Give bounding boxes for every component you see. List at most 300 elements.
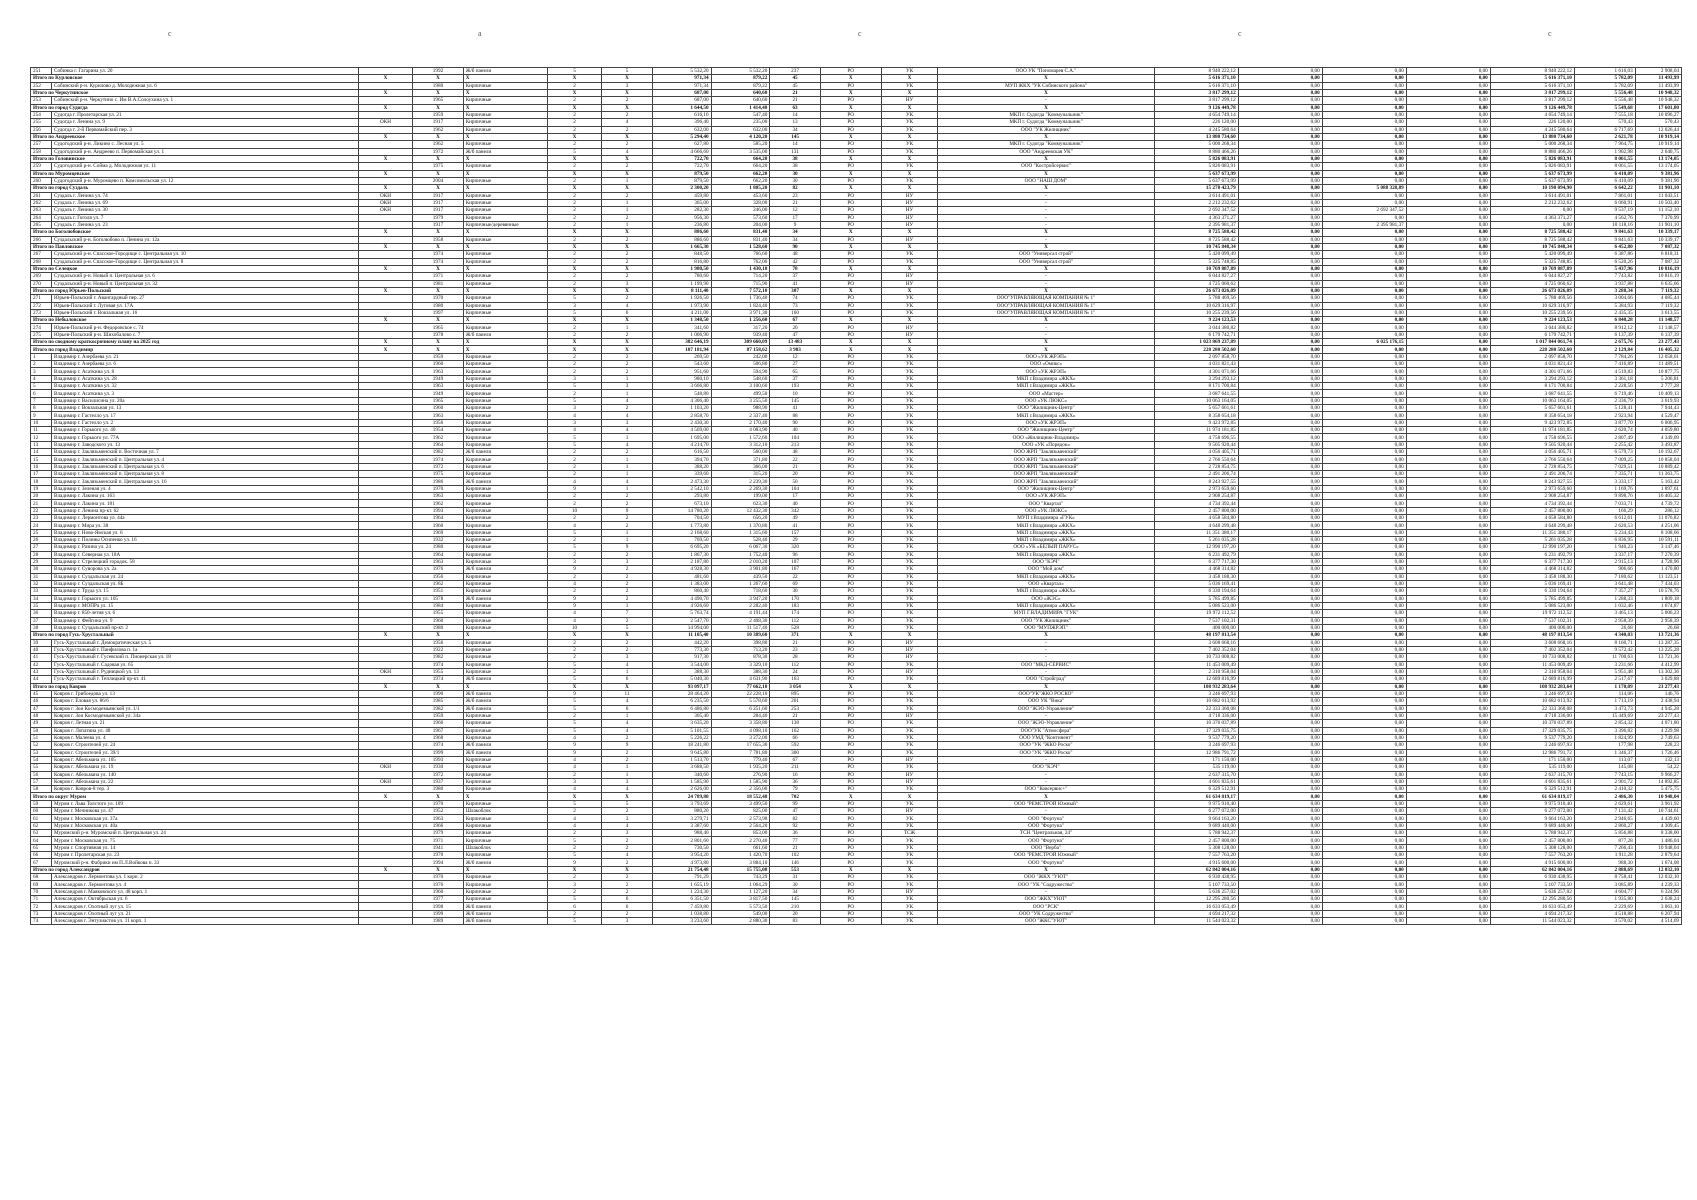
cell-u: 906,66 <box>1574 566 1635 573</box>
cell-u: 1 169,76 <box>1574 485 1635 492</box>
cell-s1: 3 233,60 <box>652 918 711 925</box>
cell-fl: 2 <box>547 515 602 522</box>
cell-f4: 6 930 438,95 <box>1490 874 1574 881</box>
cell-m1: РО <box>820 537 881 544</box>
cell-n: Итого по Курловское <box>31 75 359 82</box>
cell-addr: Ковров г. Зои Космодемьянской ул. 1/1 <box>52 705 359 712</box>
cell-fl: 5 <box>547 148 602 155</box>
cell-u: 9 898,76 <box>1574 493 1635 500</box>
cell-yr: 1974 <box>413 661 463 668</box>
cell-f3: 0,00 <box>1406 485 1490 492</box>
cell-n: 45 <box>31 690 52 697</box>
cell-cat <box>358 588 413 595</box>
cell-s2: 1 430,10 <box>711 265 770 272</box>
cell-f4: 4 734 392,44 <box>1490 500 1574 507</box>
cell-u: 1 713,19 <box>1574 698 1635 705</box>
cell-en: 2 <box>602 500 652 507</box>
cell-tot: 2 766 550,64 <box>1154 456 1238 463</box>
cell-fl: 4 <box>547 427 602 434</box>
cell-en: X <box>602 317 652 324</box>
cell-org: ООО "КЭЧ" <box>938 764 1154 771</box>
cell-org: МКП г.Владимира «ЖКХ» <box>938 602 1154 609</box>
cell-org: ООО "МКД-СЕРВИС" <box>938 661 1154 668</box>
cell-mat: Кирпичные <box>463 771 547 778</box>
cell-f4: 4 694 217,32 <box>1490 910 1574 917</box>
margin-mark: c <box>168 29 172 38</box>
cell-mat: Кирпичные <box>463 580 547 587</box>
cell-f1: 0,00 <box>1238 346 1322 353</box>
cell-yr: 1984 <box>413 602 463 609</box>
cell-cat <box>358 309 413 316</box>
cell-yr: 1974 <box>413 676 463 683</box>
cell-n: 73 <box>31 910 52 917</box>
cell-f1: 0,00 <box>1238 632 1322 639</box>
cell-lim: 6 818,31 <box>1635 251 1681 258</box>
cell-f1: 0,00 <box>1238 412 1322 419</box>
cell-m1: РО <box>820 405 881 412</box>
cell-m2: УК <box>881 434 938 441</box>
cell-mat: Кирпичные <box>463 412 547 419</box>
cell-f2: 0,00 <box>1322 617 1406 624</box>
cell-s2: 388,30 <box>711 668 770 675</box>
cell-f1: 0,00 <box>1238 537 1322 544</box>
cell-addr: Судогодский р-н. Ликино с. Лесная ул. 5 <box>52 141 359 148</box>
cell-f2: 0,00 <box>1322 368 1406 375</box>
cell-u: 6 612,61 <box>1574 515 1635 522</box>
cell-lim: 13 174,05 <box>1635 155 1681 162</box>
cell-s1: 282,30 <box>652 207 711 214</box>
cell-res: 49 <box>770 515 820 522</box>
cell-m2: X <box>881 89 938 96</box>
cell-f2: 0,00 <box>1322 668 1406 675</box>
cell-fl: 3 <box>547 778 602 785</box>
cell-s2: 662,20 <box>711 170 770 177</box>
cell-f1: 0,00 <box>1238 405 1322 412</box>
cell-n: 25 <box>31 529 52 536</box>
cell-f4: 4 601 835,61 <box>1490 778 1574 785</box>
cell-f2: 0,00 <box>1322 881 1406 888</box>
cell-tot: 7 557 763,20 <box>1154 852 1238 859</box>
cell-res: 253 <box>770 705 820 712</box>
cell-f4: 6 329 512,91 <box>1490 786 1574 793</box>
cell-yr: 1962 <box>413 500 463 507</box>
cell-s2: 2 010,20 <box>711 558 770 565</box>
cell-f1: 0,00 <box>1238 639 1322 646</box>
cell-f3: 0,00 <box>1406 141 1490 148</box>
cell-m2: НУ <box>881 280 938 287</box>
cell-org: ООО «УК ЛЮКС» <box>938 507 1154 514</box>
cell-lim: 13 225,28 <box>1635 646 1681 653</box>
cell-en: 2 <box>602 515 652 522</box>
cell-s2: 3 272,00 <box>711 734 770 741</box>
cell-cat <box>358 302 413 309</box>
cell-org: ООО "Фортуна" <box>938 859 1154 866</box>
cell-f1: 0,00 <box>1238 602 1322 609</box>
cell-n: 23 <box>31 515 52 522</box>
cell-f4: 0,00 <box>1490 207 1574 214</box>
cell-f4: 3 817 299,12 <box>1490 97 1574 104</box>
cell-s1: 2 430,30 <box>652 419 711 426</box>
cell-f2: 0,00 <box>1322 419 1406 426</box>
cell-addr: Владимир г. Горького ул. 105 <box>52 595 359 602</box>
table-row <box>31 412 1682 419</box>
cell-res: 104 <box>770 485 820 492</box>
cell-org: ООО «УК ЖРЭП» <box>938 353 1154 360</box>
cell-yr: 1998 <box>413 903 463 910</box>
cell-m1: РО <box>820 302 881 309</box>
cell-n: 57 <box>31 778 52 785</box>
cell-n: Итого по Небыловское <box>31 317 359 324</box>
cell-f2: 0,00 <box>1322 133 1406 140</box>
table-row <box>31 830 1682 837</box>
cell-yr: X <box>413 185 463 192</box>
cell-u: 2 435,35 <box>1574 309 1635 316</box>
cell-m1: РО <box>820 368 881 375</box>
cell-n: 1 <box>31 353 52 360</box>
cell-mat: Кирпичные <box>463 624 547 631</box>
cell-tot: 3 817 299,12 <box>1154 97 1238 104</box>
cell-f2: 0,00 <box>1322 786 1406 793</box>
cell-cat: X <box>358 287 413 294</box>
cell-cat <box>358 808 413 815</box>
cell-m1: РО <box>820 595 881 602</box>
cell-cat: ОКН <box>358 192 413 199</box>
cell-u: 4 562,76 <box>1574 214 1635 221</box>
cell-addr: Владимир г. Азербаева ул. 6 <box>52 361 359 368</box>
cell-m1: РО <box>820 573 881 580</box>
cell-fl: 2 <box>547 141 602 148</box>
cell-fl: 5 <box>547 529 602 536</box>
cell-s2: 242,00 <box>711 353 770 360</box>
cell-res: 96 <box>770 551 820 558</box>
cell-lim: 11 489,51 <box>1635 361 1681 368</box>
cell-fl: 2 <box>547 331 602 338</box>
cell-mat: Кирпичные <box>463 837 547 844</box>
cell-u: 8 061,55 <box>1574 163 1635 170</box>
cell-s2: 3 329,10 <box>711 661 770 668</box>
cell-f2: 0,00 <box>1322 463 1406 470</box>
cell-mat: Кирпичные <box>463 309 547 316</box>
cell-org: - <box>938 771 1154 778</box>
cell-m1: РО <box>820 588 881 595</box>
cell-s1: 269,50 <box>652 353 711 360</box>
cell-tot: 22 333 360,08 <box>1154 705 1238 712</box>
cell-u: 9 841,63 <box>1574 236 1635 243</box>
cell-tot: 10 063 164,05 <box>1154 397 1238 404</box>
cell-f4: 5 826 083,91 <box>1490 163 1574 170</box>
cell-mat: Ж/б панели <box>463 595 547 602</box>
cell-cat: X <box>358 683 413 690</box>
cell-tot: 61 634 819,17 <box>1154 793 1238 800</box>
cell-yr: X <box>413 866 463 873</box>
cell-s1: 773,30 <box>652 646 711 653</box>
cell-n: 7 <box>31 397 52 404</box>
cell-yr: 1960 <box>413 617 463 624</box>
cell-n: 263 <box>31 207 52 214</box>
cell-m1: РО <box>820 522 881 529</box>
cell-m2: УК <box>881 295 938 302</box>
cell-n: 10 <box>31 419 52 426</box>
cell-tot: 8 725 588,42 <box>1154 229 1238 236</box>
cell-org: - <box>938 778 1154 785</box>
cell-u: 1 288,33 <box>1574 595 1635 602</box>
cell-n: 63 <box>31 830 52 837</box>
cell-f1: 0,00 <box>1238 390 1322 397</box>
cell-s1: 627,80 <box>652 141 711 148</box>
cell-m2: УК <box>881 427 938 434</box>
cell-m1: РО <box>820 815 881 822</box>
cell-s1: 2 626,00 <box>652 786 711 793</box>
cell-tot: 228 280 502,60 <box>1154 346 1238 353</box>
cell-org: ООО "УК "Содружество" <box>938 881 1154 888</box>
cell-yr: 1979 <box>413 214 463 221</box>
table-row <box>31 273 1682 280</box>
cell-n: 26 <box>31 537 52 544</box>
cell-mat: Кирпичные <box>463 302 547 309</box>
cell-m2: НУ <box>881 654 938 661</box>
cell-f2: 0,00 <box>1322 353 1406 360</box>
cell-en: 9 <box>602 544 652 551</box>
cell-yr: 1980 <box>413 82 463 89</box>
cell-res: 592 <box>770 742 820 749</box>
cell-s1: 687,00 <box>652 89 711 96</box>
cell-addr: Муром г. Льва Толстого ул. 109 <box>52 800 359 807</box>
cell-f1: 0,00 <box>1238 910 1322 917</box>
cell-f4: 4 915 600,00 <box>1490 859 1574 866</box>
cell-org: ООО ЖРП "Заклязьменский" <box>938 449 1154 456</box>
cell-m2: УК <box>881 441 938 448</box>
cell-f1: 0,00 <box>1238 324 1322 331</box>
cell-org: - <box>938 207 1154 214</box>
cell-res: 320 <box>770 544 820 551</box>
cell-u: 7 266,43 <box>1574 844 1635 851</box>
cell-cat <box>358 734 413 741</box>
cell-en: X <box>602 155 652 162</box>
cell-res: 29 <box>770 537 820 544</box>
cell-f3: 0,00 <box>1406 874 1490 881</box>
cell-res: 82 <box>770 185 820 192</box>
cell-f2: 0,00 <box>1322 170 1406 177</box>
cell-res: 82 <box>770 815 820 822</box>
cell-u: 26,68 <box>1574 624 1635 631</box>
cell-f2: 0,00 <box>1322 493 1406 500</box>
cell-f2: 0,00 <box>1322 390 1406 397</box>
cell-u: 2 410,32 <box>1574 786 1635 793</box>
cell-u: 5 384,93 <box>1574 302 1635 309</box>
cell-f3: 0,00 <box>1406 163 1490 170</box>
cell-s2: 276,90 <box>711 771 770 778</box>
cell-tot: 5 636 257,02 <box>1154 888 1238 895</box>
cell-s2: 939,40 <box>711 331 770 338</box>
cell-tot: 4 658 584,80 <box>1154 515 1238 522</box>
cell-yr: 1965 <box>413 324 463 331</box>
cell-s2: 662,20 <box>711 177 770 184</box>
cell-f2: 0,00 <box>1322 544 1406 551</box>
cell-mat: Кирпичные <box>463 111 547 118</box>
cell-f2: 0,00 <box>1322 522 1406 529</box>
cell-cat <box>358 397 413 404</box>
cell-s2: 3 947,20 <box>711 595 770 602</box>
cell-m2: УК <box>881 720 938 727</box>
cell-fl: 6 <box>547 903 602 910</box>
cell-f4: 2 973 659,60 <box>1490 485 1574 492</box>
cell-s1: 632,00 <box>652 126 711 133</box>
cell-res: 30 <box>770 881 820 888</box>
cell-mat: Кирпичные <box>463 507 547 514</box>
cell-lim: 2 908,04 <box>1635 68 1681 75</box>
cell-s2: 879,22 <box>711 75 770 82</box>
cell-f3: 0,00 <box>1406 427 1490 434</box>
cell-f3: 0,00 <box>1406 822 1490 829</box>
cell-tot: 17 329 035,75 <box>1154 727 1238 734</box>
table-row <box>31 580 1682 587</box>
cell-lim: 7 370,99 <box>1635 214 1681 221</box>
cell-s2: 3 255,50 <box>711 397 770 404</box>
cell-org: - <box>938 221 1154 228</box>
cell-n: Итого по сводному краткосрочному плану на 2025 год <box>31 339 359 346</box>
cell-tot: 5 657 661,61 <box>1154 405 1238 412</box>
cell-f2: 0,00 <box>1322 427 1406 434</box>
cell-res: 37 <box>770 273 820 280</box>
cell-s2: 3 817,50 <box>711 896 770 903</box>
cell-fl: 2 <box>547 910 602 917</box>
cell-en: 4 <box>602 148 652 155</box>
cell-f1: 0,00 <box>1238 771 1322 778</box>
cell-s1: 980,10 <box>652 375 711 382</box>
cell-en: 2 <box>602 258 652 265</box>
cell-s1: 18 241,80 <box>652 742 711 749</box>
table-row <box>31 119 1682 126</box>
cell-mat: Кирпичные <box>463 786 547 793</box>
cell-addr: Гусь-Хрустальный г. Панфилова п. 1а <box>52 646 359 653</box>
cell-f3: 0,00 <box>1406 339 1490 346</box>
cell-m1: РО <box>820 786 881 793</box>
cell-res: 41 <box>770 405 820 412</box>
cell-en: 4 <box>602 441 652 448</box>
cell-s2: 328,00 <box>711 199 770 206</box>
cell-m1: РО <box>820 720 881 727</box>
cell-yr: 1959 <box>413 712 463 719</box>
cell-lim: 10 578,76 <box>1635 588 1681 595</box>
cell-m2: УК <box>881 485 938 492</box>
cell-mat: X <box>463 75 547 82</box>
cell-m2: НУ <box>881 97 938 104</box>
cell-lim: 4 059,80 <box>1635 427 1681 434</box>
cell-s1: 1 348,50 <box>652 317 711 324</box>
cell-lim: 6 006,95 <box>1635 419 1681 426</box>
cell-res: 77 <box>770 837 820 844</box>
cell-m2: УК <box>881 258 938 265</box>
cell-en: 1 <box>602 471 652 478</box>
cell-lim: 10 948,32 <box>1635 89 1681 96</box>
cell-m1: РО <box>820 742 881 749</box>
cell-addr: Суздальский р-н. Спасское-Городище с. Центральная ул. 10 <box>52 251 359 258</box>
cell-yr: 1980 <box>413 302 463 309</box>
cell-yr: 1964 <box>413 441 463 448</box>
cell-org: ООО "УК Жилищник" <box>938 126 1154 133</box>
cell-u: 2 486,30 <box>1574 793 1635 800</box>
cell-fl: 5 <box>547 720 602 727</box>
cell-addr: Ковров г. Абельмана ул. 22 <box>52 778 359 785</box>
cell-tot: 171 150,00 <box>1154 756 1238 763</box>
cell-org: - <box>938 888 1154 895</box>
cell-org: X <box>938 683 1154 690</box>
cell-f4: 4 031 821,43 <box>1490 361 1574 368</box>
cell-u: 7 743,15 <box>1574 771 1635 778</box>
cell-u: 2 915,13 <box>1574 558 1635 565</box>
cell-s2: 713,20 <box>711 646 770 653</box>
cell-f2: 0,00 <box>1322 485 1406 492</box>
cell-m1: РО <box>820 852 881 859</box>
cell-tot: 4 301 071,66 <box>1154 368 1238 375</box>
cell-m1: РО <box>820 273 881 280</box>
cell-cat: X <box>358 229 413 236</box>
cell-f3: 0,00 <box>1406 324 1490 331</box>
cell-f2: 0,00 <box>1322 405 1406 412</box>
cell-s1: 236,80 <box>652 221 711 228</box>
cell-f3: 0,00 <box>1406 654 1490 661</box>
cell-f2: 0,00 <box>1322 434 1406 441</box>
cell-tot: 8 725 588,42 <box>1154 236 1238 243</box>
cell-f4: 10 682 613,92 <box>1490 698 1574 705</box>
cell-addr: Гусь-Хрустальный г. Рудницкой ул. 13 <box>52 668 359 675</box>
cell-tot: 2 457 800,00 <box>1154 837 1238 844</box>
cell-s1: 341,60 <box>652 324 711 331</box>
cell-f2: 0,00 <box>1322 852 1406 859</box>
cell-n: 41 <box>31 654 52 661</box>
cell-n: Итого по Черкутинское <box>31 89 359 96</box>
cell-en: 2 <box>602 617 652 624</box>
cell-org: ООО "ЖКС"УЮТ" <box>938 918 1154 925</box>
cell-fl: X <box>547 287 602 294</box>
cell-m2: НУ <box>881 712 938 719</box>
cell-res: 193 <box>770 383 820 390</box>
cell-f2: 0,00 <box>1322 456 1406 463</box>
cell-tot: 15 278 423,79 <box>1154 185 1238 192</box>
cell-org: - <box>938 236 1154 243</box>
cell-f3: 0,00 <box>1406 185 1490 192</box>
cell-u: 113,07 <box>1574 756 1635 763</box>
cell-s1: 616,50 <box>652 449 711 456</box>
cell-f1: 0,00 <box>1238 661 1322 668</box>
cell-tot: 6 231 492,79 <box>1154 551 1238 558</box>
cell-en: 2 <box>602 580 652 587</box>
cell-f4: 62 842 004,16 <box>1490 866 1574 873</box>
cell-res: 30 <box>770 170 820 177</box>
cell-tot: 5 000 268,34 <box>1154 141 1238 148</box>
cell-cat <box>358 324 413 331</box>
cell-f4: 12 295 280,56 <box>1490 896 1574 903</box>
cell-f3: 0,00 <box>1406 507 1490 514</box>
cell-lim: 10 889,42 <box>1635 463 1681 470</box>
cell-addr: Владимир г. Суворова ул. 2а <box>52 566 359 573</box>
cell-en: 2 <box>602 522 652 529</box>
cell-lim: 10 591,11 <box>1635 537 1681 544</box>
cell-fl: 2 <box>547 808 602 815</box>
table-row <box>31 595 1682 602</box>
cell-f3: 0,00 <box>1406 463 1490 470</box>
cell-f3: 0,00 <box>1406 661 1490 668</box>
cell-n: 30 <box>31 566 52 573</box>
cell-mat: Кирпичные <box>463 551 547 558</box>
cell-f3: 0,00 <box>1406 742 1490 749</box>
cell-s1: 2 187,80 <box>652 558 711 565</box>
cell-f4: 5 086 523,00 <box>1490 602 1574 609</box>
cell-addr: Владимир г. Заклязьменский п. Центральная ул. 16 <box>52 478 359 485</box>
cell-m2: УК <box>881 493 938 500</box>
cell-s2: 1 572,60 <box>711 434 770 441</box>
table-row <box>31 786 1682 793</box>
